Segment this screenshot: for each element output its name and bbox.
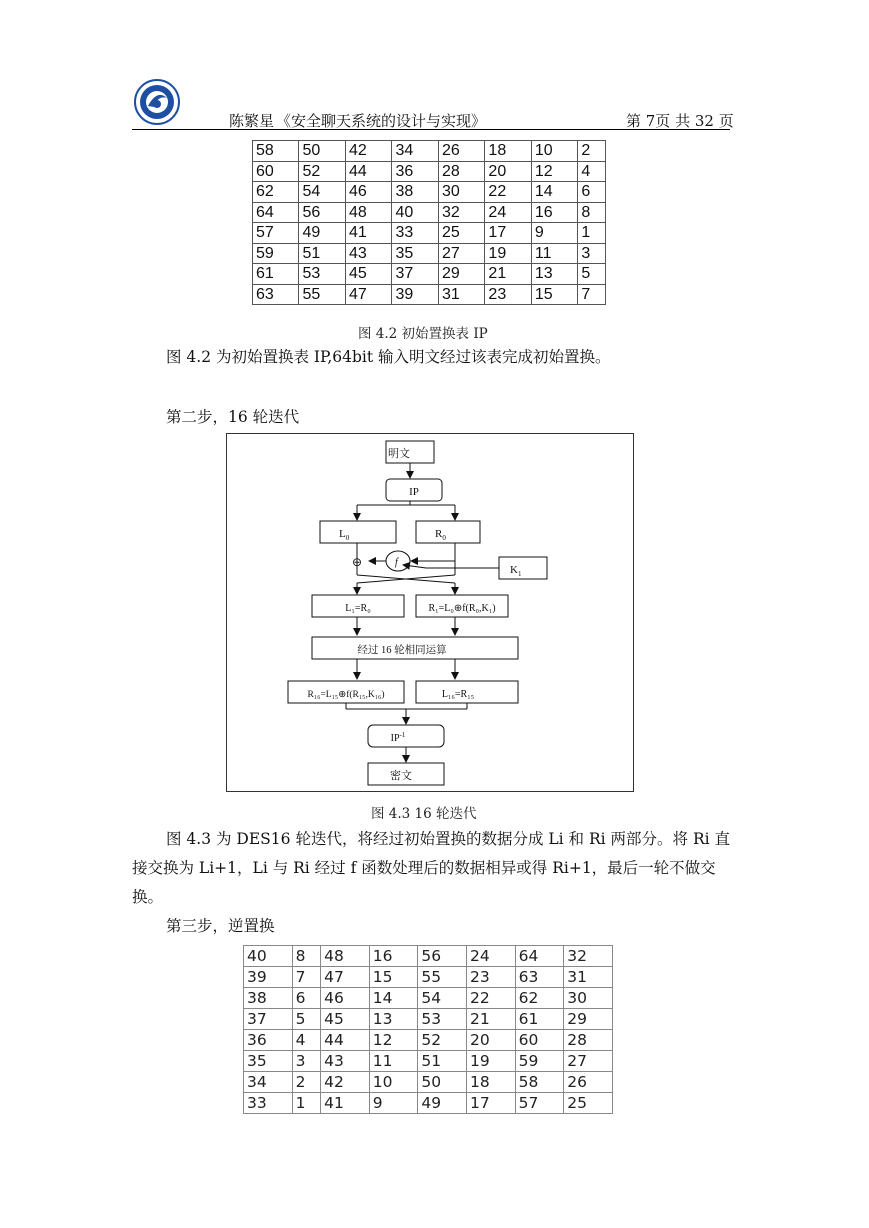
table-cell: 27	[438, 243, 484, 264]
table-cell: 41	[321, 1093, 370, 1114]
table-cell: 12	[369, 1030, 418, 1051]
l16-label: L₁₆=R₁₅	[441, 689, 475, 700]
l0-label: $L_0$	[339, 528, 350, 542]
table-row	[253, 161, 606, 182]
table-cell: 36	[244, 1030, 293, 1051]
step-two-heading: 第二步，16 轮迭代	[166, 408, 300, 426]
table-row	[253, 243, 606, 264]
table-cell: 34	[244, 1072, 293, 1093]
table-cell: 3	[292, 1051, 320, 1072]
table-cell: 53	[418, 1009, 467, 1030]
header-title: 《安全聊天系统的设计与实现》	[276, 112, 487, 130]
table-row	[244, 946, 613, 967]
table-cell: 15	[369, 967, 418, 988]
table-cell: 7	[578, 284, 606, 305]
table-cell: 17	[467, 1093, 516, 1114]
header-page-number: 第 7页 共 32 页	[626, 112, 734, 130]
table-cell: 44	[345, 161, 391, 182]
table-cell: 24	[485, 202, 531, 223]
table-cell: 27	[564, 1051, 613, 1072]
table-cell: 9	[531, 223, 577, 244]
f-function	[386, 551, 410, 571]
table-cell: 2	[578, 141, 606, 162]
table-cell: 10	[369, 1072, 418, 1093]
university-logo	[134, 79, 180, 125]
table-cell: 12	[531, 161, 577, 182]
table-cell: 42	[345, 141, 391, 162]
table-cell: 33	[244, 1093, 293, 1114]
table-cell: 15	[531, 284, 577, 305]
table-cell: 8	[292, 946, 320, 967]
table-cell: 60	[253, 161, 299, 182]
table-cell: 2	[292, 1072, 320, 1093]
l1-label: L₁=R₀	[345, 603, 371, 614]
table-cell: 59	[253, 243, 299, 264]
header-rule	[132, 129, 730, 130]
r0-label: $R_0$	[435, 528, 446, 542]
r1-label: R₁=L₀⊕f(R₀,K₁)	[428, 603, 496, 614]
table-cell: 4	[578, 161, 606, 182]
table-cell: 4	[292, 1030, 320, 1051]
step-three-heading: 第三步，逆置换	[166, 917, 275, 935]
figure-caption-ip: 图 4.2 初始置换表 IP	[358, 326, 488, 342]
table-cell: 55	[418, 967, 467, 988]
table-cell: 49	[418, 1093, 467, 1114]
table-cell: 52	[418, 1030, 467, 1051]
table-cell: 14	[369, 988, 418, 1009]
table-cell: 51	[299, 243, 345, 264]
paragraph-ip: 图 4.2 为初始置换表 IP,64bit 输入明文经过该表完成初始置换。	[166, 348, 611, 366]
table-cell: 56	[418, 946, 467, 967]
table-cell: 41	[345, 223, 391, 244]
table-cell: 8	[578, 202, 606, 223]
table-cell: 38	[244, 988, 293, 1009]
table-cell: 46	[345, 182, 391, 203]
table-cell: 17	[485, 223, 531, 244]
table-cell: 38	[392, 182, 438, 203]
table-cell: 48	[321, 946, 370, 967]
table-cell: 21	[467, 1009, 516, 1030]
table-cell: 57	[253, 223, 299, 244]
table-cell: 55	[299, 284, 345, 305]
table-row	[244, 1009, 613, 1030]
paragraph-16-rounds: 图 4.3 为 DES16 轮迭代，将经过初始置换的数据分成 Li 和 Ri 两部分。将 Ri 直接交换为 Li+1，Li 与 Ri 经过 f 函数处理后的数据相异或得 Ri+1，最后一轮不做交换。	[132, 830, 731, 906]
table-cell: 29	[438, 264, 484, 285]
table-cell: 20	[485, 161, 531, 182]
table-cell: 14	[531, 182, 577, 203]
table-cell: 64	[515, 946, 564, 967]
table-cell: 10	[531, 141, 577, 162]
table-cell: 49	[299, 223, 345, 244]
table-row	[253, 202, 606, 223]
table-row	[244, 1051, 613, 1072]
table-cell: 1	[292, 1093, 320, 1114]
table-cell: 58	[515, 1072, 564, 1093]
table-cell: 46	[321, 988, 370, 1009]
table-row	[244, 967, 613, 988]
table-cell: 47	[345, 284, 391, 305]
l0-box	[320, 521, 396, 543]
table-cell: 52	[299, 161, 345, 182]
table-cell: 34	[392, 141, 438, 162]
table-cell: 25	[564, 1093, 613, 1114]
table-cell: 39	[392, 284, 438, 305]
table-cell: 45	[345, 264, 391, 285]
table-cell: 24	[467, 946, 516, 967]
table-cell: 6	[292, 988, 320, 1009]
table-cell: 54	[418, 988, 467, 1009]
table-row	[244, 1072, 613, 1093]
table-cell: 22	[467, 988, 516, 1009]
table-cell: 11	[531, 243, 577, 264]
r0-box	[416, 521, 480, 543]
table-cell: 61	[253, 264, 299, 285]
table-cell: 42	[321, 1072, 370, 1093]
table-cell: 31	[438, 284, 484, 305]
header-author: 陈繁星	[229, 112, 275, 130]
table-row	[253, 284, 606, 305]
rounds-label: 经过 16 轮相同运算	[357, 645, 447, 656]
table-cell: 57	[515, 1093, 564, 1114]
table-cell: 53	[299, 264, 345, 285]
f-label: f	[395, 557, 398, 568]
table-cell: 16	[531, 202, 577, 223]
table-cell: 32	[564, 946, 613, 967]
table-cell: 63	[253, 284, 299, 305]
r16-label: R₁₆=L₁₅⊕f(R₁₅,K₁₆)	[307, 690, 385, 700]
table-cell: 39	[244, 967, 293, 988]
table-cell: 35	[244, 1051, 293, 1072]
ciphertext-label: 密文	[390, 770, 412, 782]
table-cell: 28	[564, 1030, 613, 1051]
table-cell: 45	[321, 1009, 370, 1030]
table-cell: 50	[418, 1072, 467, 1093]
table-cell: 16	[369, 946, 418, 967]
table-cell: 56	[299, 202, 345, 223]
table-cell: 3	[578, 243, 606, 264]
table-cell: 5	[578, 264, 606, 285]
ip-inverse-label: $IP^{-1}$	[390, 731, 406, 744]
table-cell: 58	[253, 141, 299, 162]
table-cell: 32	[438, 202, 484, 223]
table-cell: 28	[438, 161, 484, 182]
table-cell: 62	[253, 182, 299, 203]
table-cell: 31	[564, 967, 613, 988]
table-cell: 33	[392, 223, 438, 244]
table-cell: 61	[515, 1009, 564, 1030]
table-cell: 62	[515, 988, 564, 1009]
table-cell: 11	[369, 1051, 418, 1072]
table-cell: 50	[299, 141, 345, 162]
table-cell: 22	[485, 182, 531, 203]
table-cell: 60	[515, 1030, 564, 1051]
table-cell: 6	[578, 182, 606, 203]
figure-caption-16-rounds: 图 4.3 16 轮迭代	[371, 806, 477, 822]
table-cell: 43	[345, 243, 391, 264]
table-cell: 19	[485, 243, 531, 264]
table-cell: 43	[321, 1051, 370, 1072]
table-cell: 13	[369, 1009, 418, 1030]
table-cell: 25	[438, 223, 484, 244]
table-cell: 23	[485, 284, 531, 305]
table-row	[244, 988, 613, 1009]
table-cell: 64	[253, 202, 299, 223]
table-cell: 26	[564, 1072, 613, 1093]
table-cell: 26	[438, 141, 484, 162]
inverse-permutation-table	[243, 945, 613, 1114]
table-cell: 48	[345, 202, 391, 223]
table-cell: 40	[392, 202, 438, 223]
table-cell: 20	[467, 1030, 516, 1051]
table-row	[253, 264, 606, 285]
table-cell: 5	[292, 1009, 320, 1030]
table-row	[253, 141, 606, 162]
table-cell: 44	[321, 1030, 370, 1051]
table-cell: 37	[392, 264, 438, 285]
table-cell: 18	[485, 141, 531, 162]
table-cell: 63	[515, 967, 564, 988]
table-cell: 51	[418, 1051, 467, 1072]
ip-inverse-box	[368, 725, 444, 747]
table-cell: 30	[564, 988, 613, 1009]
table-cell: 40	[244, 946, 293, 967]
table-row	[244, 1030, 613, 1051]
table-cell: 47	[321, 967, 370, 988]
table-cell: 35	[392, 243, 438, 264]
table-row	[244, 1093, 613, 1114]
ip-permutation-table	[252, 140, 606, 305]
des-rounds-diagram	[226, 433, 634, 792]
table-cell: 36	[392, 161, 438, 182]
xor-icon: ⊕	[352, 555, 363, 569]
table-cell: 54	[299, 182, 345, 203]
table-cell: 59	[515, 1051, 564, 1072]
ip-label: IP	[409, 486, 419, 498]
k1-box	[499, 557, 547, 579]
table-cell: 18	[467, 1072, 516, 1093]
table-row	[253, 223, 606, 244]
table-cell: 13	[531, 264, 577, 285]
table-cell: 21	[485, 264, 531, 285]
table-cell: 37	[244, 1009, 293, 1030]
table-cell: 29	[564, 1009, 613, 1030]
plaintext-label: 明文	[388, 448, 410, 460]
table-cell: 9	[369, 1093, 418, 1114]
k1-label: $K_1$	[510, 564, 522, 578]
table-cell: 23	[467, 967, 516, 988]
table-cell: 30	[438, 182, 484, 203]
table-row	[253, 182, 606, 203]
table-cell: 1	[578, 223, 606, 244]
table-cell: 7	[292, 967, 320, 988]
table-cell: 19	[467, 1051, 516, 1072]
